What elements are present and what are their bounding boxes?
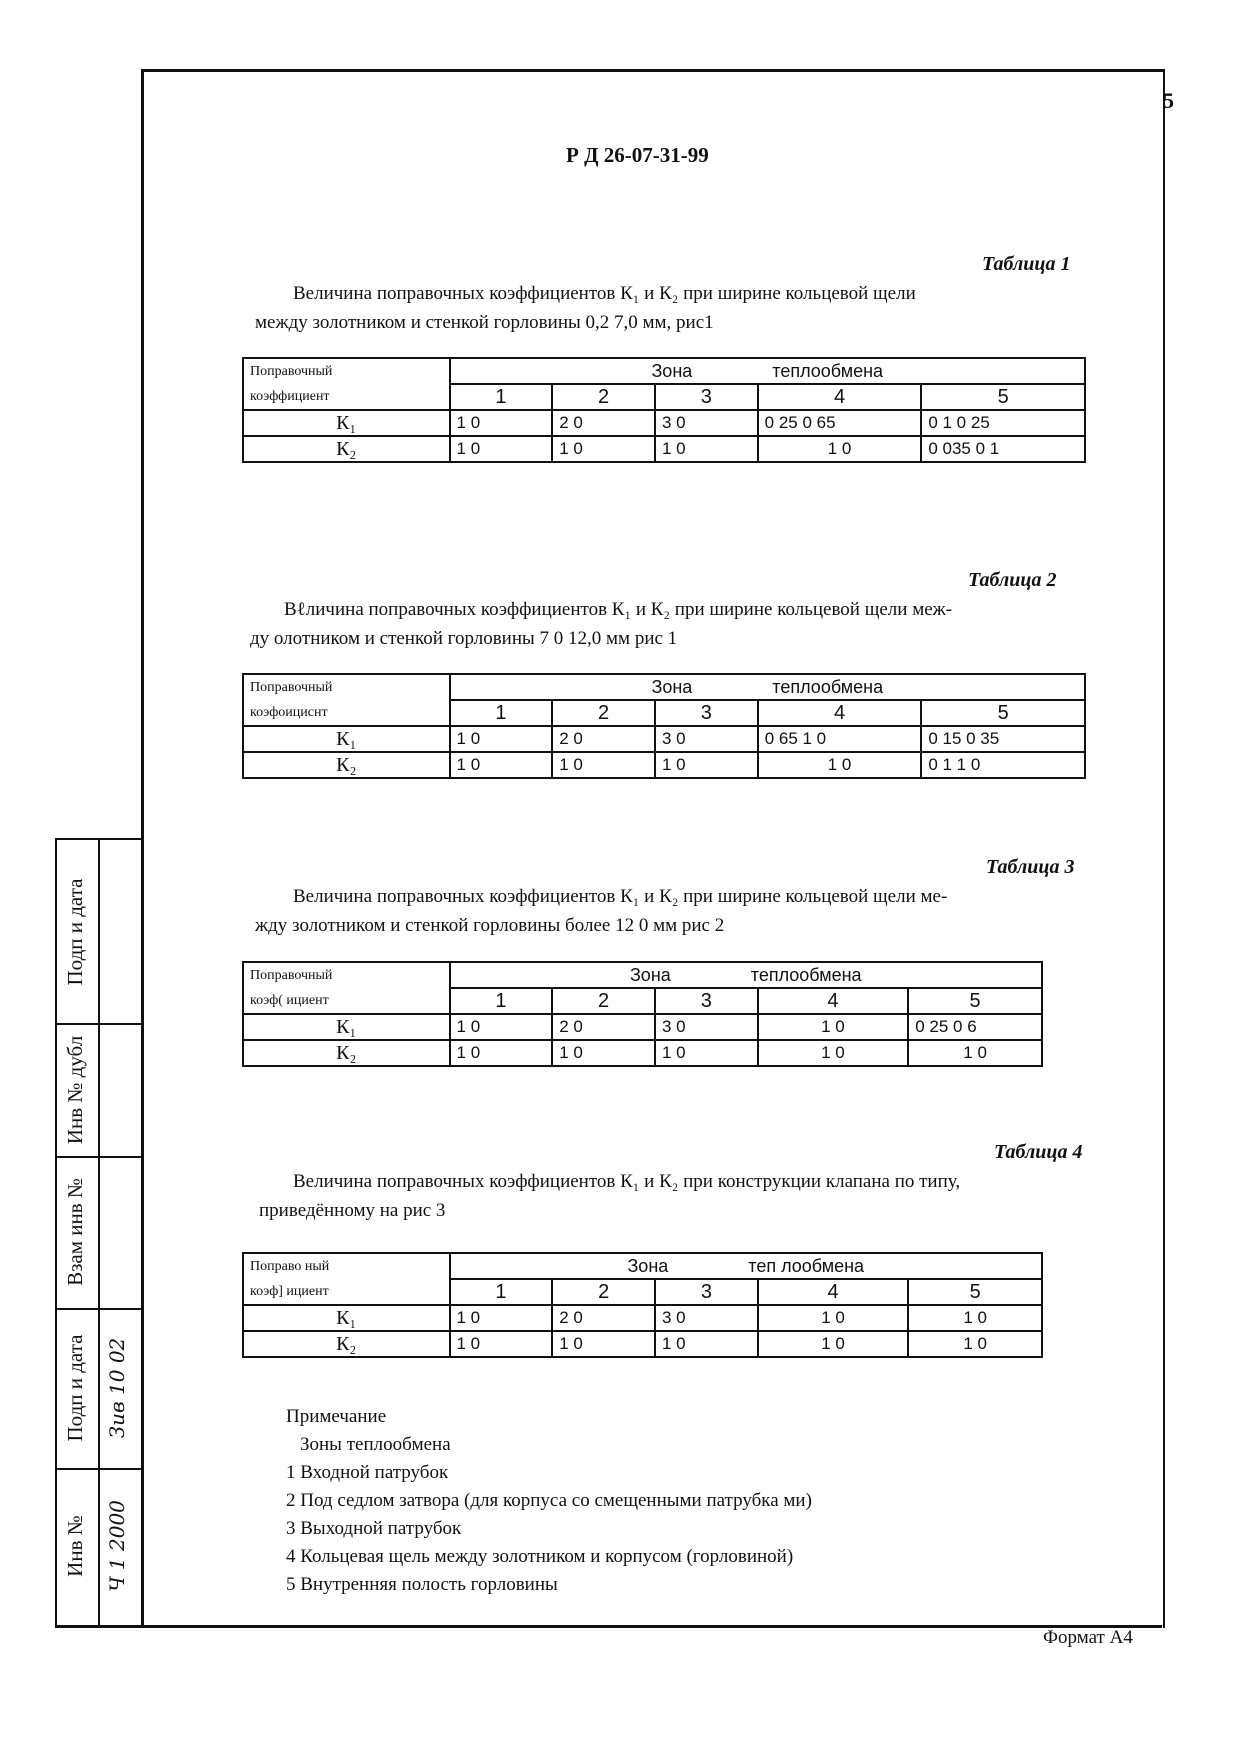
table-row bbox=[243, 1014, 1042, 1040]
zone-word-2: теп лообмена bbox=[748, 1255, 865, 1276]
handwritten-inventory-number: Ч 1 2000 bbox=[105, 1500, 129, 1592]
table-cell: 0 65 1 0 bbox=[758, 726, 922, 752]
zone-number: 5 bbox=[921, 700, 1085, 726]
table-cell: 1 0 bbox=[758, 1331, 909, 1357]
table-cell: 1 0 bbox=[552, 436, 655, 462]
description-line: жду золотником и стенкой горловины более 12 0 мм рис 2 bbox=[255, 915, 725, 936]
zone-number: 5 bbox=[921, 384, 1085, 410]
table-2-description bbox=[250, 595, 952, 653]
stamp-line bbox=[55, 838, 57, 1625]
zone-number: 5 bbox=[908, 1279, 1042, 1305]
zone-number: 3 bbox=[655, 988, 758, 1014]
zone-number: 1 bbox=[450, 384, 553, 410]
table-cell: 1 0 bbox=[758, 1040, 909, 1066]
zone-number: 2 bbox=[552, 1279, 655, 1305]
coefficient-symbol: К₂ bbox=[243, 752, 450, 778]
notes-item: 5 Внутренняя полость горловины bbox=[286, 1574, 558, 1595]
coefficient-symbol: К₁ bbox=[243, 410, 450, 436]
handwritten-signature-date: Зив 10 02 bbox=[105, 1337, 129, 1439]
table-cell: 0 035 0 1 bbox=[921, 436, 1085, 462]
table-row bbox=[243, 410, 1085, 436]
table-row bbox=[243, 436, 1085, 462]
table-cell: 0 1 1 0 bbox=[921, 752, 1085, 778]
stamp-line bbox=[55, 1156, 141, 1158]
notes-item: 4 Кольцевая щель между золотником и корпусом (горловиной) bbox=[286, 1546, 794, 1567]
table-cell: 1 0 bbox=[655, 752, 758, 778]
table-cell: 1 0 bbox=[450, 410, 553, 436]
coefficient-symbol: К₁ bbox=[243, 1014, 450, 1040]
table-cell: 2 0 bbox=[552, 1014, 655, 1040]
table-cell: 1 0 bbox=[450, 1040, 553, 1066]
table-cell: 1 0 bbox=[450, 1014, 553, 1040]
zone-word: Зона bbox=[627, 1255, 669, 1276]
table-1-caption: Таблица 1 bbox=[982, 253, 1071, 275]
table-cell: 1 0 bbox=[450, 1305, 553, 1331]
table-cell: 1 0 bbox=[655, 1040, 758, 1066]
document-code: Р Д 26-07-31-99 bbox=[566, 143, 709, 167]
table-cell: 1 0 bbox=[908, 1331, 1042, 1357]
coefficient-table-3 bbox=[242, 961, 1043, 1067]
zone-word-2: теплообмена bbox=[772, 676, 884, 697]
stamp-label-signature-date: Подп и дата bbox=[63, 878, 87, 986]
table-cell: 3 0 bbox=[655, 1305, 758, 1331]
coefficient-table-4 bbox=[242, 1252, 1043, 1358]
table-cell: 0 1 0 25 bbox=[921, 410, 1085, 436]
table-cell: 1 0 bbox=[552, 1331, 655, 1357]
notes-item: 2 Под седлом затвора (для корпуса со смещенными патрубка ми) bbox=[286, 1490, 812, 1511]
table-cell: 3 0 bbox=[655, 1014, 758, 1040]
table-header-label: коэфоициснт bbox=[243, 700, 450, 726]
table-4-caption: Таблица 4 bbox=[994, 1141, 1083, 1163]
table-row bbox=[243, 1040, 1042, 1066]
zone-number: 4 bbox=[758, 384, 922, 410]
table-header-label: коэф( ициент bbox=[243, 988, 450, 1014]
table-row bbox=[243, 1305, 1042, 1331]
coefficient-symbol: К₂ bbox=[243, 1331, 450, 1357]
table-row bbox=[243, 752, 1085, 778]
zone-number: 4 bbox=[758, 988, 909, 1014]
table-cell: 0 15 0 35 bbox=[921, 726, 1085, 752]
zone-number: 1 bbox=[450, 988, 553, 1014]
stamp-label-replacement-number: Взам инв № bbox=[63, 1178, 87, 1286]
zone-number: 2 bbox=[552, 700, 655, 726]
table-cell: 1 0 bbox=[655, 1331, 758, 1357]
zone-number: 2 bbox=[552, 384, 655, 410]
zone-number: 2 bbox=[552, 988, 655, 1014]
table-cell: 1 0 bbox=[450, 436, 553, 462]
table-header-label: Поправочный bbox=[243, 358, 450, 384]
table-cell: 1 0 bbox=[758, 1014, 909, 1040]
stamp-label-signature-date-2: Подп и дата bbox=[63, 1334, 87, 1442]
table-cell: 3 0 bbox=[655, 410, 758, 436]
table-cell: 1 0 bbox=[758, 1305, 909, 1331]
stamp-line bbox=[55, 1023, 141, 1025]
table-header-label: коэф] ициент bbox=[243, 1279, 450, 1305]
side-stamp bbox=[55, 838, 141, 1625]
stamp-line bbox=[55, 838, 141, 840]
table-3-description bbox=[255, 882, 947, 940]
table-2-caption: Таблица 2 bbox=[968, 569, 1057, 591]
coefficient-table-1 bbox=[242, 357, 1086, 463]
table-cell: 1 0 bbox=[552, 752, 655, 778]
table-cell: 1 0 bbox=[450, 752, 553, 778]
stamp-label-original-number: Инв № bbox=[63, 1515, 87, 1577]
zone-number: 4 bbox=[758, 700, 922, 726]
description-line: приведённому на рис 3 bbox=[259, 1200, 446, 1221]
coefficient-symbol: К₂ bbox=[243, 436, 450, 462]
zone-word: Зона bbox=[651, 360, 693, 381]
zone-number: 3 bbox=[655, 1279, 758, 1305]
table-header-label: Поправочный bbox=[243, 962, 450, 988]
zone-header bbox=[450, 1253, 1043, 1279]
zone-number: 3 bbox=[655, 700, 758, 726]
table-1-description bbox=[255, 279, 916, 337]
zone-word-2: теплообмена bbox=[750, 964, 862, 985]
table-cell: 1 0 bbox=[450, 726, 553, 752]
table-4-description bbox=[259, 1167, 960, 1225]
coefficient-symbol: К₂ bbox=[243, 1040, 450, 1066]
zone-number: 3 bbox=[655, 384, 758, 410]
zone-number: 1 bbox=[450, 700, 553, 726]
page-number: 5 bbox=[1163, 88, 1174, 113]
zone-header bbox=[450, 674, 1085, 700]
table-cell: 3 0 bbox=[655, 726, 758, 752]
table-row bbox=[243, 1331, 1042, 1357]
table-cell: 1 0 bbox=[908, 1040, 1042, 1066]
table-header-label: Поправочный bbox=[243, 674, 450, 700]
notes-subtitle: Зоны теплообмена bbox=[300, 1434, 451, 1455]
table-cell: 2 0 bbox=[552, 726, 655, 752]
description-line: Вℓличина поправочных коэффициентов К₁ и К₂ при ширине кольцевой щели меж- bbox=[284, 599, 953, 620]
notes-block bbox=[286, 1403, 812, 1599]
zone-number: 5 bbox=[908, 988, 1042, 1014]
table-3-caption: Таблица 3 bbox=[986, 856, 1075, 878]
table-cell: 1 0 bbox=[655, 436, 758, 462]
coefficient-symbol: К₁ bbox=[243, 726, 450, 752]
zone-word-2: теплообмена bbox=[772, 360, 884, 381]
bottom-rule bbox=[55, 1625, 1162, 1628]
zone-number: 1 bbox=[450, 1279, 553, 1305]
notes-item: 1 Входной патрубок bbox=[286, 1462, 449, 1483]
table-cell: 1 0 bbox=[908, 1305, 1042, 1331]
zone-word: Зона bbox=[651, 676, 693, 697]
coefficient-table-2 bbox=[242, 673, 1086, 779]
description-line: Величина поправочных коэффициентов К₁ и К₂ при конструкции клапана по типу, bbox=[293, 1171, 961, 1192]
zone-header bbox=[450, 358, 1085, 384]
table-cell: 0 25 0 6 bbox=[908, 1014, 1042, 1040]
zone-header bbox=[450, 962, 1042, 988]
stamp-label-duplicate-number: Инв № дубл bbox=[63, 1035, 87, 1145]
format-label: Формат А4 bbox=[1043, 1627, 1133, 1648]
stamp-line bbox=[98, 838, 100, 1625]
coefficient-symbol: К₁ bbox=[243, 1305, 450, 1331]
table-header-label: коэффициент bbox=[243, 384, 450, 410]
table-cell: 1 0 bbox=[552, 1040, 655, 1066]
zone-number: 4 bbox=[758, 1279, 909, 1305]
notes-title: Примечание bbox=[286, 1406, 387, 1427]
table-cell: 1 0 bbox=[758, 436, 922, 462]
zone-word: Зона bbox=[629, 964, 671, 985]
table-row bbox=[243, 726, 1085, 752]
description-line: между золотником и стенкой горловины 0,2 7,0 мм, рис1 bbox=[255, 312, 714, 333]
description-line: ду олотником и стенкой горловины 7 0 12,0 мм рис 1 bbox=[250, 628, 678, 649]
table-header-label: Поправо ный bbox=[243, 1253, 450, 1279]
table-cell: 1 0 bbox=[758, 752, 922, 778]
table-cell: 1 0 bbox=[450, 1331, 553, 1357]
table-cell: 2 0 bbox=[552, 1305, 655, 1331]
description-line: Величина поправочных коэффициентов К₁ и К₂ при ширине кольцевой щели ме- bbox=[293, 886, 948, 907]
description-line: Величина поправочных коэффициентов К₁ и К₂ при ширине кольцевой щели bbox=[293, 283, 916, 304]
notes-item: 3 Выходной патрубок bbox=[286, 1518, 462, 1539]
stamp-line bbox=[55, 1468, 141, 1470]
table-cell: 0 25 0 65 bbox=[758, 410, 922, 436]
table-cell: 2 0 bbox=[552, 410, 655, 436]
